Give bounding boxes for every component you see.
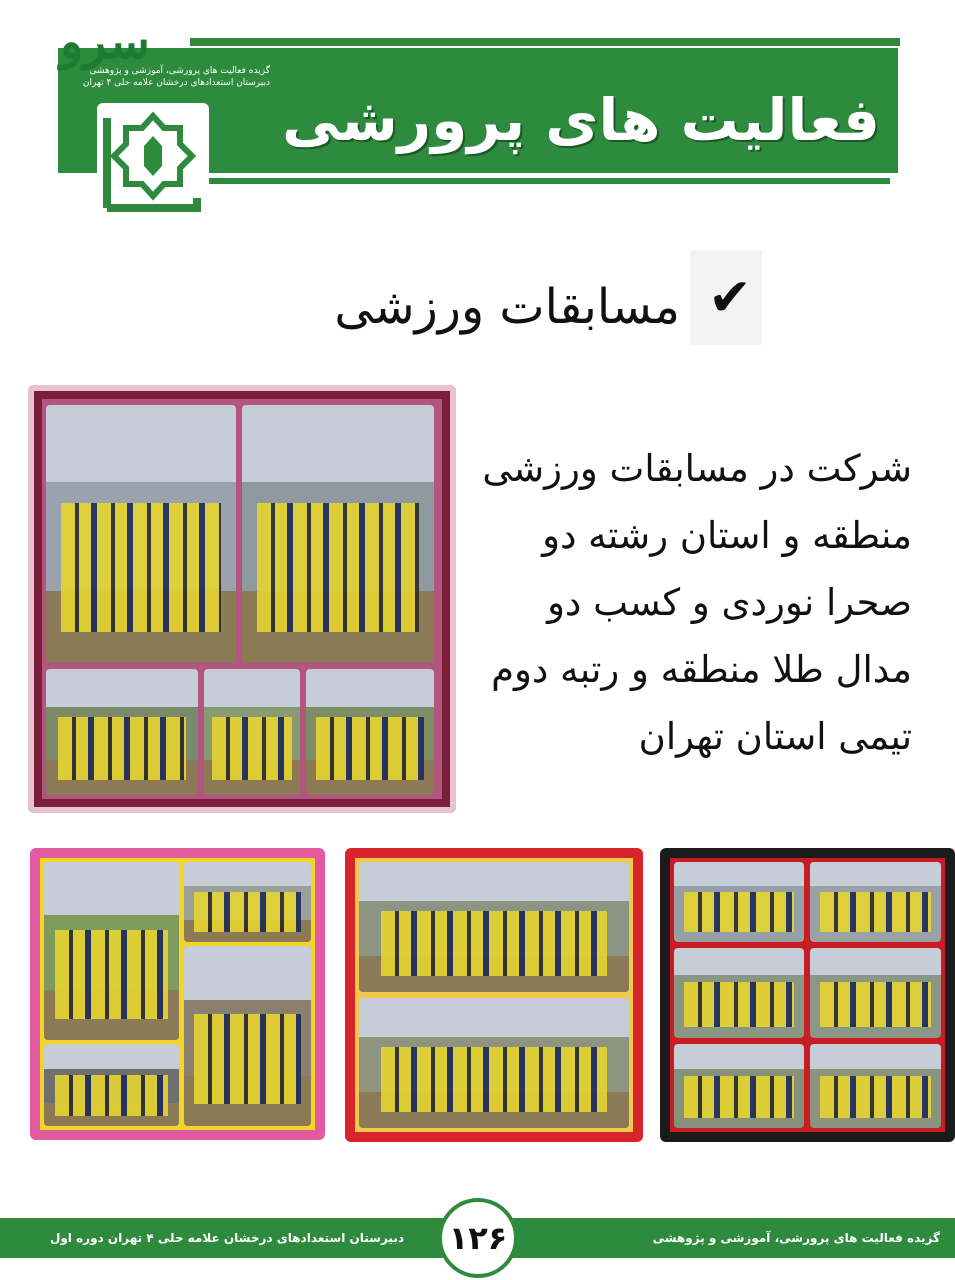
body-paragraph	[470, 435, 912, 770]
collage-inner	[670, 858, 945, 1132]
photo-group-field	[204, 669, 300, 795]
brand-subtitle-1: گزیده فعالیت های پرورشی، آموزشی و پژوهشی	[89, 66, 270, 76]
page-number: ۱۲۶	[448, 1219, 508, 1257]
photo-ceremony-4	[810, 948, 941, 1038]
header-top-line	[190, 38, 900, 46]
photo-collage-teams	[345, 848, 643, 1142]
photo-ceremony-3	[674, 948, 804, 1038]
body-line: مدال طلا منطقه و رتبه دوم	[491, 648, 912, 691]
photo-team-with-cleric	[359, 862, 629, 992]
photo-ceremony-1	[674, 862, 804, 942]
school-logo-icon	[92, 98, 214, 228]
photo-medal-bite	[44, 862, 179, 1040]
collage-inner	[42, 399, 442, 799]
collage-inner	[355, 858, 633, 1132]
body-line: منطقه و استان رشته دو	[542, 514, 912, 557]
brand-logo-text: سرو	[60, 14, 150, 70]
page-title: فعالیت های پرورشی	[282, 86, 880, 154]
photo-team-group	[359, 998, 629, 1128]
photo-ceremony-5	[674, 1044, 804, 1128]
photo-ceremony-2	[810, 862, 941, 942]
photo-ceremony-6	[810, 1044, 941, 1128]
main-photo-collage	[28, 385, 456, 813]
brand-subtitle-2: دبیرستان استعدادهای درخشان علامه حلی ۴ تهران	[82, 78, 270, 88]
body-line: صحرا نوردی و کسب دو	[547, 581, 912, 624]
photo-collage-podium	[30, 848, 325, 1140]
collage-inner	[40, 858, 315, 1130]
photo-collage-ceremony	[660, 848, 955, 1142]
photo-runner-road	[44, 1044, 179, 1126]
photo-team-officials	[46, 405, 236, 663]
photo-podium	[184, 946, 311, 1126]
footer-school-name: دبیرستان استعدادهای درخشان علامه حلی ۴ تهران دوره اول	[49, 1231, 404, 1245]
photo-team-banner	[184, 862, 311, 942]
body-line: تیمی استان تهران	[638, 715, 912, 758]
photo-runners-line	[46, 669, 198, 795]
section-title: مسابقات ورزشی	[334, 279, 680, 335]
footer-publication-title: گزیده فعالیت های پرورشی، آموزشی و پژوهشی	[652, 1231, 940, 1245]
photo-award-ceremony	[306, 669, 434, 795]
body-line: شرکت در مسابقات ورزشی	[482, 447, 912, 490]
header-bottom-line	[200, 178, 890, 184]
check-icon: ✔	[708, 268, 752, 328]
photo-medal-winners	[242, 405, 434, 663]
